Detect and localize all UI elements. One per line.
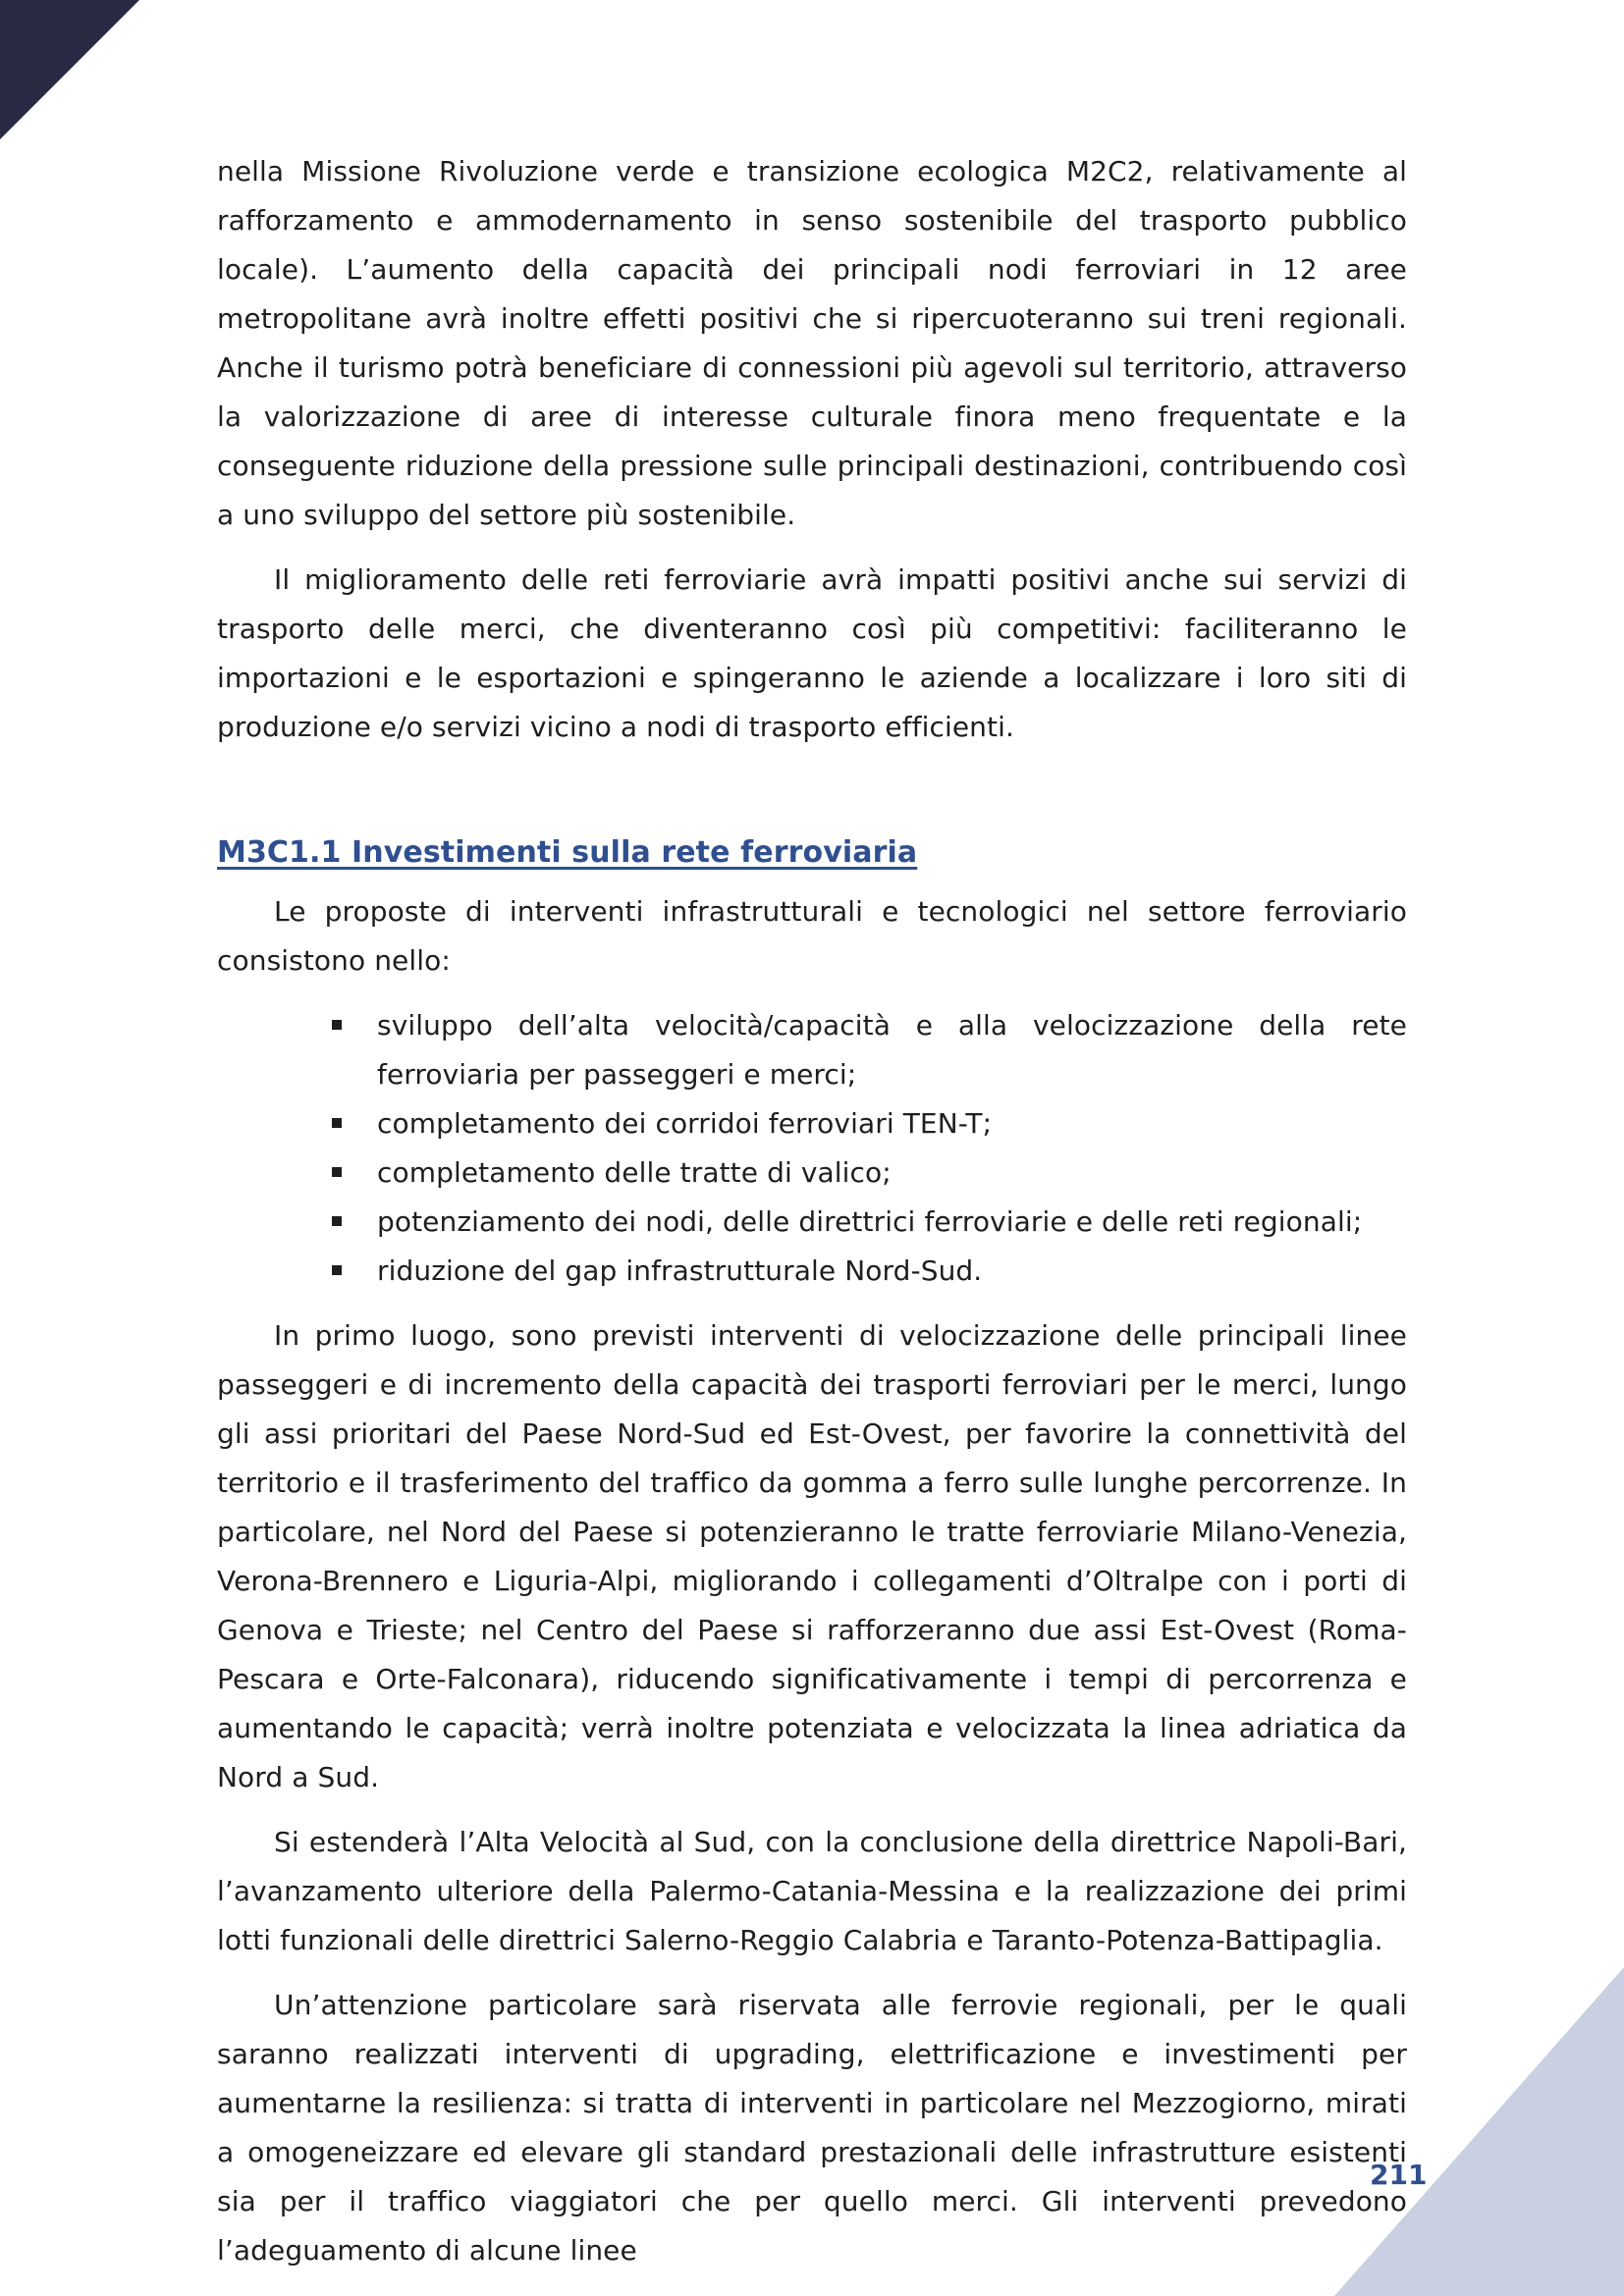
- section-heading: M3C1.1 Investimenti sulla rete ferroviaria: [217, 835, 918, 870]
- list-item-text: completamento delle tratte di valico;: [377, 1156, 892, 1189]
- square-bullet-icon: [332, 1265, 342, 1275]
- square-bullet-icon: [332, 1216, 342, 1226]
- paragraph: Si estenderà l’Alta Velocità al Sud, con la conclusione della direttrice Napoli-Bari, l’avanzamento ulteriore della Palermo-Catania-Messina e la realizzazione dei primi lotti funzionali delle direttrici Salerno-Reggio Calabria e Taranto-Potenza-Battipaglia.: [217, 1826, 1407, 1956]
- list-item-text: riduzione del gap infrastrutturale Nord-Sud.: [377, 1255, 983, 1287]
- list-item: [377, 1148, 1407, 1198]
- bullet-list: [217, 1001, 1407, 1296]
- list-item-text: completamento dei corridoi ferroviari TEN-T;: [377, 1107, 993, 1140]
- page-number: 211: [1370, 2159, 1428, 2191]
- list-item: [377, 1247, 1407, 1296]
- list-item: [377, 1001, 1407, 1099]
- paragraph: In primo luogo, sono previsti interventi di velocizzazione delle principali linee passeggeri e di incremento della capacità dei trasporti ferroviari per le merci, lungo gli assi prioritari del Paese Nord-Sud ed Est-Ovest, per favorire la connettività del territorio e il trasferimento del traffico da gomma a ferro sulle lunghe percorrenze. In particolare, nel Nord del Paese si potenzieranno le tratte ferroviarie Milano-Venezia, Verona-Brennero e Liguria-Alpi, migliorando i collegamenti d’Oltralpe con i porti di Genova e Trieste; nel Centro del Paese si rafforzeranno due assi Est-Ovest (Roma-Pescara e Orte-Falconara), riducendo significativamente i tempi di percorrenza e aumentando le capacità; verrà inoltre potenziata e velocizzata la linea adriatica da Nord a Sud.: [217, 1319, 1407, 1793]
- paragraph: Il miglioramento delle reti ferroviarie avrà impatti positivi anche sui servizi di trasporto delle merci, che diventeranno così più competitivi: faciliteranno le importazioni e le esportazioni e spingeranno le aziende a localizzare i loro siti di produzione e/o servizi vicino a nodi di trasporto efficienti.: [217, 563, 1407, 743]
- paragraph: Un’attenzione particolare sarà riservata alle ferrovie regionali, per le quali saranno realizzati interventi di upgrading, elettrificazione e investimenti per aumentarne la resilienza: si tratta di interventi in particolare nel Mezzogiorno, mirati a omogeneizzare ed elevare gli standard prestazionali delle infrastrutture esistenti sia per il traffico viaggiatori che per quello merci. Gli interventi prevedono l’adeguamento di alcune linee: [217, 1989, 1407, 2267]
- square-bullet-icon: [332, 1167, 342, 1177]
- list-item-text: sviluppo dell’alta velocità/capacità e alla velocizzazione della rete ferroviaria per passeggeri e merci;: [377, 1009, 1407, 1091]
- document-body: [217, 147, 1407, 2291]
- square-bullet-icon: [332, 1118, 342, 1128]
- square-bullet-icon: [332, 1020, 342, 1030]
- list-item: [377, 1198, 1407, 1247]
- list-item-text: potenziamento dei nodi, delle direttrici ferroviarie e delle reti regionali;: [377, 1205, 1363, 1238]
- list-item: [377, 1099, 1407, 1148]
- section-intro: Le proposte di interventi infrastrutturali e tecnologici nel settore ferroviario consistono nello:: [217, 895, 1407, 977]
- top-left-corner-decoration: [0, 0, 139, 139]
- paragraph: nella Missione Rivoluzione verde e transizione ecologica M2C2, relativamente al rafforzamento e ammodernamento in senso sostenibile del trasporto pubblico locale). L’aumento della capacità dei principali nodi ferroviari in 12 aree metropolitane avrà inoltre effetti positivi che si ripercuoteranno sui treni regionali. Anche il turismo potrà beneficiare di connessioni più agevoli sul territorio, attraverso la valorizzazione di aree di interesse culturale finora meno frequentate e la conseguente riduzione della pressione sulle principali destinazioni, contribuendo così a uno sviluppo del settore più sostenibile.: [217, 155, 1407, 531]
